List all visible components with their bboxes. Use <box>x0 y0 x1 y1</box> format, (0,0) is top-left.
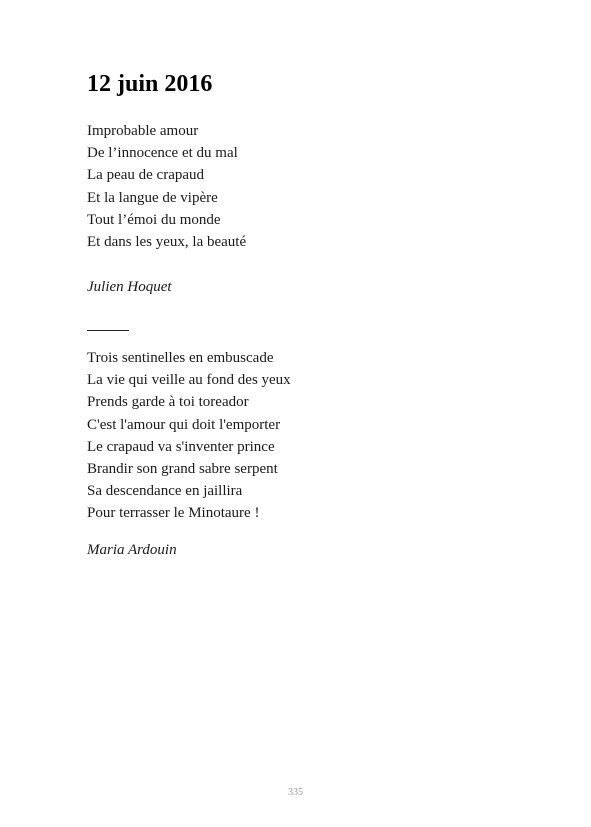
page-title: 12 juin 2016 <box>87 71 213 97</box>
poem-line: C'est l'amour qui doit l'emporter <box>87 416 281 433</box>
section-separator <box>87 330 129 331</box>
poem-line: De l’innocence et du mal <box>87 145 238 162</box>
poem-2-author: Maria Ardouin <box>87 542 177 558</box>
poem-line: Improbable amour <box>87 123 199 139</box>
poem-line: La vie qui veille au fond des yeux <box>87 372 291 389</box>
page-number: 335 <box>288 787 303 798</box>
poem-1-author: Julien Hoquet <box>87 279 172 295</box>
poem-1-stanza <box>87 120 246 253</box>
poem-line: Et dans les yeux, la beauté <box>87 234 247 251</box>
poem-line: Trois sentinelles en embuscade <box>87 350 274 366</box>
poem-2-stanza <box>87 347 291 525</box>
poem-line: Tout l’émoi du monde <box>87 211 221 228</box>
poem-line: Le crapaud va s'inventer prince <box>87 438 275 455</box>
poem-line: Brandir son grand sabre serpent <box>87 461 278 478</box>
poem-line: Pour terrasser le Minotaure ! <box>87 505 260 522</box>
poem-line: Prends garde à toi toreador <box>87 394 249 411</box>
poem-line: Sa descendance en jaillira <box>87 483 243 500</box>
poem-line: La peau de crapaud <box>87 167 205 184</box>
poem-line: Et la langue de vipère <box>87 189 218 206</box>
